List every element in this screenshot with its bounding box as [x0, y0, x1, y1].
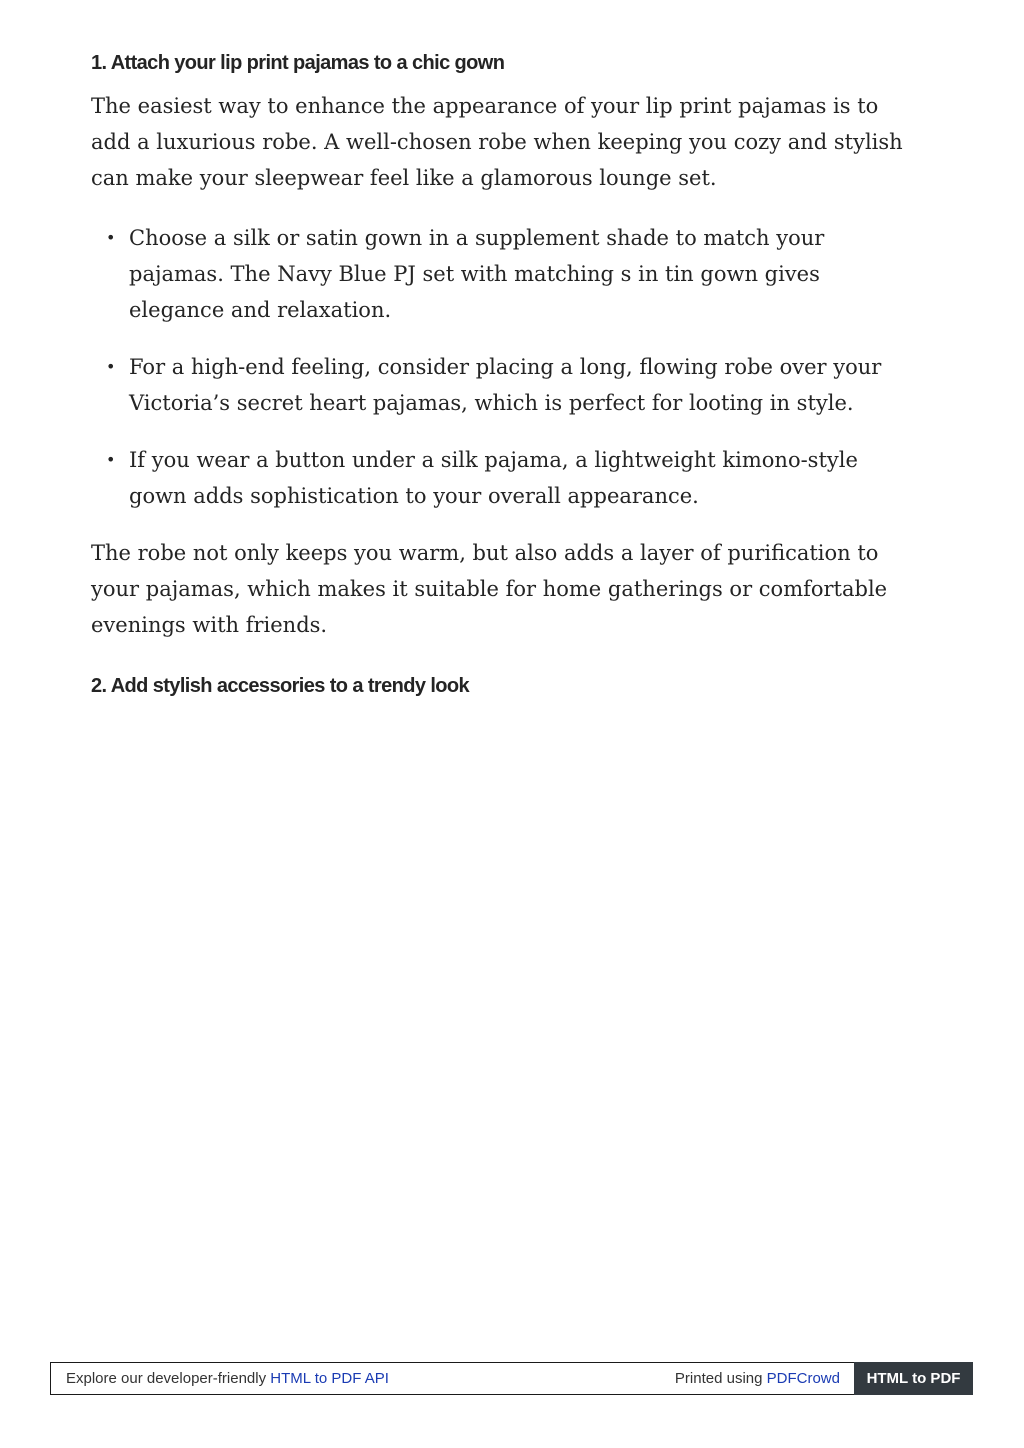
list-item-text: For a high-end feeling, consider placing a long, flowing robe over your Victoria’s secret heart pajamas, which is perfect for looting in style. [129, 355, 882, 415]
pdfcrowd-footer-bar [50, 1362, 973, 1395]
closing-paragraph: The robe not only keeps you warm, but also adds a layer of purification to your pajamas, which makes it suitable for home gatherings or comfortable evenings with friends. [91, 541, 888, 637]
section-heading-1: 1. Attach your lip print pajamas to a chic gown [91, 52, 505, 74]
html-to-pdf-button[interactable]: HTML to PDF [854, 1362, 973, 1395]
bullet-icon: • [106, 228, 116, 247]
bullet-icon: • [106, 357, 116, 376]
intro-paragraph: The easiest way to enhance the appearance of your lip print pajamas is to add a luxurious robe. A well-chosen robe when keeping you cozy and stylish can make your sleepwear feel like a glamorous lounge set. [91, 94, 903, 190]
list-item-text: Choose a silk or satin gown in a supplement shade to match your pajamas. The Navy Blue PJ set with matching s in tin gown gives elegance and relaxation. [129, 226, 825, 322]
html-to-pdf-api-link[interactable]: HTML to PDF API [270, 1370, 389, 1387]
list-item [106, 349, 921, 421]
bullet-icon: • [106, 450, 116, 469]
list-item-text: If you wear a button under a silk pajama, a lightweight kimono-style gown adds sophistication to your overall appearance. [129, 448, 858, 508]
section-heading-2: 2. Add stylish accessories to a trendy look [91, 675, 470, 697]
footer-printed [675, 1363, 840, 1394]
article-content [91, 50, 921, 699]
footer-printed-text: Printed using [674, 1370, 767, 1387]
footer-explore [66, 1363, 389, 1394]
pdfcrowd-link[interactable]: PDFCrowd [766, 1370, 840, 1387]
footer-explore-text: Explore our developer-friendly [66, 1370, 271, 1387]
list-item [106, 220, 921, 328]
bullet-list [91, 220, 921, 514]
list-item [106, 442, 921, 514]
